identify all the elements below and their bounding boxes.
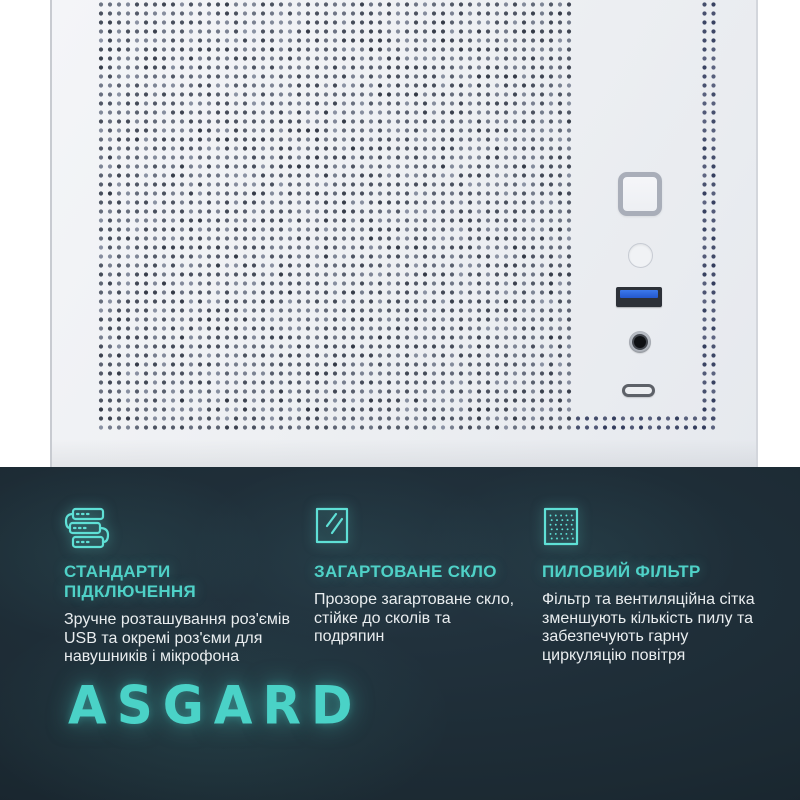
feature-title: ЗАГАРТОВАНЕ СКЛО: [314, 562, 497, 581]
reset-button: [628, 243, 653, 268]
case-front-panel: [50, 0, 758, 467]
features-band: [0, 467, 800, 800]
usb-a-tongue: [620, 290, 658, 298]
feature-title: СТАНДАРТИ ПІДКЛЮЧЕННЯ: [64, 562, 197, 601]
usb-c-port: [622, 384, 655, 397]
feature-tempered-glass: [314, 507, 516, 647]
connection-ports-icon: [64, 507, 298, 547]
audio-jack-hole: [634, 336, 646, 348]
usb-a-port: [616, 287, 662, 307]
feature-dust-filter: [542, 507, 770, 665]
power-button: [618, 172, 662, 216]
feature-connection-standards: [64, 507, 298, 667]
feature-description: Прозоре загартоване скло, стійке до сколів та подряпин: [314, 591, 515, 645]
dust-filter-icon: [542, 507, 770, 547]
perforated-mesh-pattern: [52, 0, 760, 467]
feature-title: ПИЛОВИЙ ФІЛЬТР: [542, 562, 701, 581]
feature-description: Зручне розташування роз'ємів USB та окремі роз'єми для навушників і мікрофона: [64, 611, 290, 665]
feature-description: Фільтр та вентиляційна сітка зменшують кількість пилу та забезпечують гарну циркуляцію повітря: [542, 591, 755, 664]
filter-dots: [550, 515, 574, 540]
audio-jack-port: [629, 331, 651, 353]
asgard-logo: ASGARD: [68, 674, 363, 737]
tempered-glass-icon: [314, 507, 516, 547]
